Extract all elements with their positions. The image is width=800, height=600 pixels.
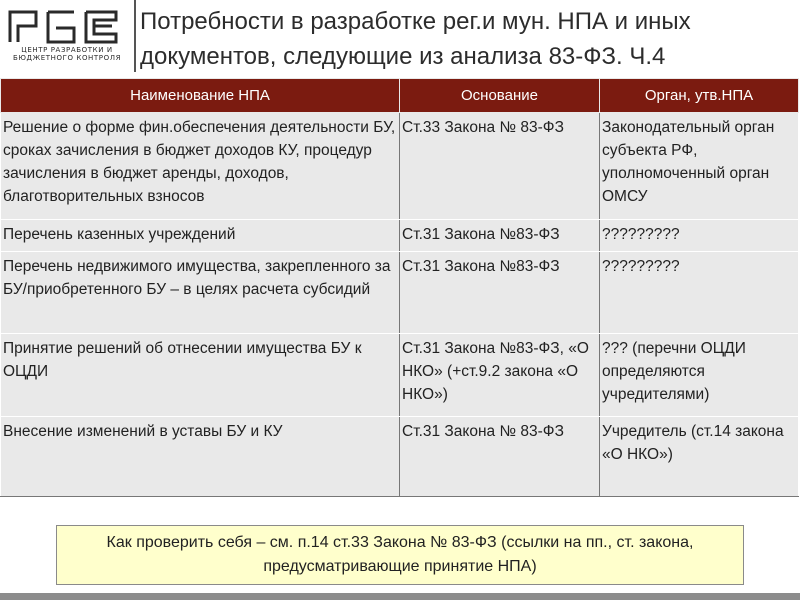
column-header-name: Наименование НПА <box>1 79 400 113</box>
npa-table <box>0 78 799 497</box>
table-row <box>1 417 799 497</box>
header-divider <box>134 0 136 72</box>
table-row <box>1 113 799 220</box>
cell-basis: Ст.31 Закона №83-ФЗ <box>400 220 600 252</box>
table-row <box>1 252 799 334</box>
table-row <box>1 220 799 252</box>
column-header-organ: Орган, утв.НПА <box>600 79 799 113</box>
footer-bar <box>0 593 800 600</box>
organization-logo <box>6 6 128 70</box>
table-header-row <box>1 79 799 113</box>
table-row <box>1 334 799 417</box>
logo-caption: ЦЕНТР РАЗРАБОТКИ И БЮДЖЕТНОГО КОНТРОЛЯ <box>12 46 122 62</box>
cell-npa-name: Перечень казенных учреждений <box>1 220 400 252</box>
cell-basis: Ст.31 Закона №83-ФЗ <box>400 252 600 334</box>
cell-npa-name: Перечень недвижимого имущества, закрепленного за БУ/приобретенного БУ – в целях расчета субсидий <box>1 252 400 334</box>
cell-organ: Законодательный орган субъекта РФ, уполномоченный орган ОМСУ <box>600 113 799 220</box>
cell-basis: Ст.31 Закона №83-ФЗ, «О НКО» (+ст.9.2 закона «О НКО») <box>400 334 600 417</box>
page-title: Потребности в разработке рег.и мун. НПА и иных документов, следующие из анализа 83-ФЗ. Ч.4 <box>140 8 691 70</box>
cell-npa-name: Решение о форме фин.обеспечения деятельности БУ, сроках зачисления в бюджет доходов КУ, процедур зачисления в бюджет аренды, доходов, благотворительных взносов <box>1 113 400 220</box>
cell-organ: ????????? <box>600 220 799 252</box>
cell-basis: Ст.31 Закона № 83-ФЗ <box>400 417 600 497</box>
self-check-note: Как проверить себя – см. п.14 ст.33 Закона № 83-ФЗ (ссылки на пп., ст. закона, предусматривающие принятие НПА) <box>56 525 744 585</box>
cell-basis: Ст.33 Закона № 83-ФЗ <box>400 113 600 220</box>
cell-organ: ??? (перечни ОЦДИ определяются учредителями) <box>600 334 799 417</box>
column-header-basis: Основание <box>400 79 600 113</box>
cell-npa-name: Принятие решений об отнесении имущества БУ к ОЦДИ <box>1 334 400 417</box>
cell-organ: Учредитель (ст.14 закона «О НКО») <box>600 417 799 497</box>
cell-npa-name: Внесение изменений в уставы БУ и КУ <box>1 417 400 497</box>
cell-organ: ????????? <box>600 252 799 334</box>
logo-mark-icon <box>6 6 128 46</box>
